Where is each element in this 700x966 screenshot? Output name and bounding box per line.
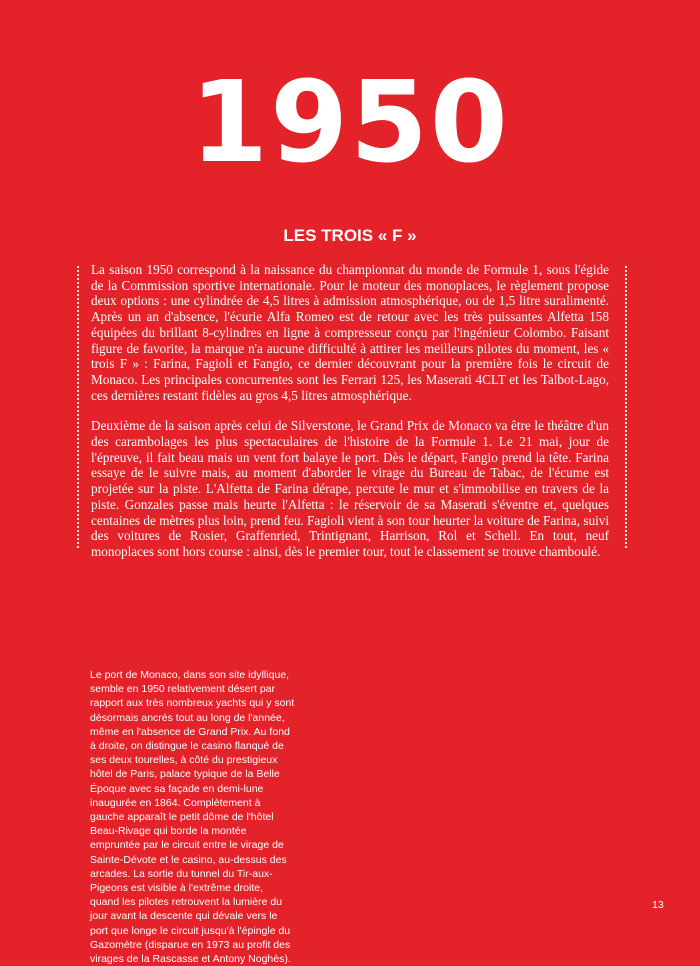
section-title: LES TROIS « F » [283,226,417,245]
dotted-rule-right [625,266,627,548]
article-body [91,262,609,575]
page-year-heading: 1950 [190,58,510,188]
article-paragraph-1: La saison 1950 correspond à la naissance du championnat du monde de Formule 1, sous l'égide de la Commission sportive internationale. Pour le moteur des monoplaces, le règlement propose deux options : une cylindrée de 4,5 litres à admission atmosphérique, ou de 1,5 litre suralimenté. Après un an d'absence, l'écurie Alfa Romeo est de retour avec les très puissantes Alfetta 158 équipées du brillant 8-cylindres en ligne à compresseur conçu par l'ingénieur Colombo. Faisant figure de favorite, la marque n'a aucune difficulté à attirer les meilleurs pilotes du moment, les « trois F » : Farina, Fagioli et Fangio, ce dernier découvrant pour la première fois le circuit de Monaco. Les principales concurrentes sont les Ferrari 125, les Maserati 4CLT et les Talbot-Lago, ces dernières restant fidèles au gros 4,5 litres atmosphérique. [91,262,609,403]
article-paragraph-2: Deuxième de la saison après celui de Silverstone, le Grand Prix de Monaco va être le théâtre d'un des carambolages les plus spectaculaires de l'histoire de la Formule 1. Le 21 mai, jour de l'épreuve, il fait beau mais un vent fort balaye le port. Dès le départ, Fangio prend la tête. Farina essaye de le suivre mais, au moment d'aborder le virage du Bureau de Tabac, de l'écume est projetée sur la piste. L'Alfetta de Farina dérape, percute le mur et s'immobilise en travers de la piste. Gonzales passe mais heurte l'Alfetta : le réservoir de sa Maserati s'éventre et, quelques centaines de mètres plus loin, prend feu. Fagioli vient à son tour heurter la voiture de Farina, suivi des voitures de Rosier, Graffenried, Trintignant, Harrison, Rol et Schell. En tout, neuf monoplaces sont hors course : ainsi, dès le premier tour, tout le classement se trouve chamboulé. [91,418,609,559]
page-number: 13 [652,899,664,911]
dotted-rule-left [77,266,79,548]
photo-caption: Le port de Monaco, dans son site idyllique, semble en 1950 relativement désert par rapport aux très nombreux yachts qui y sont désormais ancrés tout au long de l'année, même en l'absence de Grand Prix. Au fond à droite, on distingue le casino flanqué de ses deux tourelles, à côté du prestigieux hôtel de Paris, palace typique de la Belle Époque avec sa façade en demi-lune inaugurée en 1864. Complètement à gauche apparaît le petit dôme de l'hôtel Beau-Rivage qui borde la montée empruntée par le circuit entre le virage de Sainte-Dévote et le casino, au-dessus des arcades. La sortie du tunnel du Tir-aux-Pigeons est visible à l'extrême droite, quand les pilotes retrouvent la lumière du jour avant la descente qui dévale vers le port que longe le circuit jusqu'à l'épingle du Gazomètre (disparue en 1973 au profit des virages de la Rascasse et Antony Noghès). [90,669,295,966]
